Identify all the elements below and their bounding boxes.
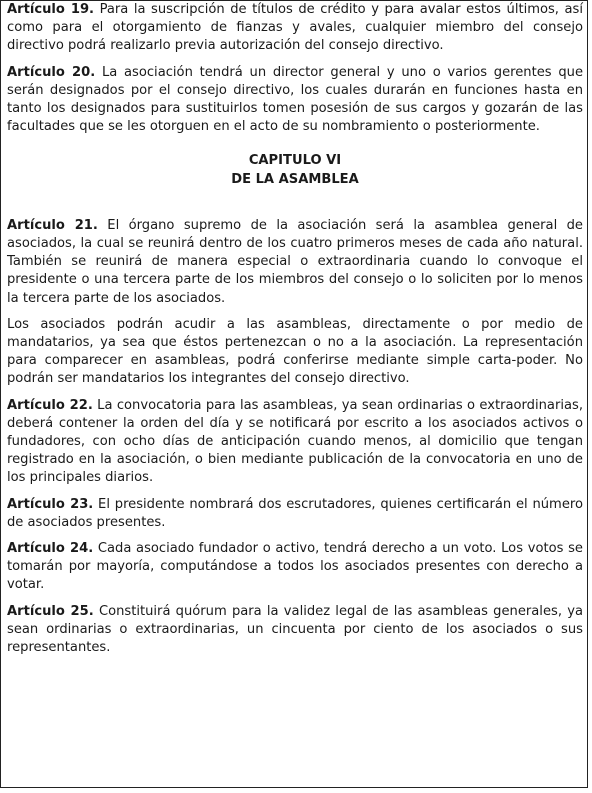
article-text: El presidente nombrará dos escrutadores, quienes certificarán el número de asociados presentes. (7, 496, 583, 530)
article-24 (7, 540, 583, 595)
article-label: Artículo 22. (7, 397, 93, 413)
article-label: Artículo 24. (7, 541, 94, 557)
chapter-heading (7, 152, 583, 188)
article-text: Los asociados podrán acudir a las asambleas, directamente o por medio de mandatarios, ya sea que éstos pertenezcan o no a la asociación. La representación para comparecer en asambleas, podrá conferirse mediante simple carta-poder. No podrán ser mandatarios los integrantes del consejo directivo. (7, 316, 583, 387)
article-25 (7, 603, 583, 658)
chapter-number: CAPITULO VI (248, 153, 342, 169)
articles-after (7, 217, 583, 657)
article-21 (7, 217, 583, 308)
article-label: Artículo 25. (7, 603, 94, 619)
article-text: La asociación tendrá un director general y uno o varios gerentes que serán designados por el consejo directivo, los cuales durarán en funciones hasta en tanto los designados para sustituirlos tomen posesión de sus cargos y gozarán de las facultades que se les otorguen en el acto de su nombramiento o posteriormente. (7, 64, 583, 135)
article-text: Constituirá quórum para la validez legal de las asambleas generales, ya sean ordinarias o extraordinarias, un cincuenta por ciento de los asociados o sus representantes. (7, 603, 583, 656)
article-text: Para la suscripción de títulos de crédito y para avalar estos últimos, así como para el otorgamiento de fianzas y avales, cualquier miembro del consejo directivo podrá realizarlo previa autorización del consejo directivo. (7, 2, 583, 54)
article-text: Cada asociado fundador o activo, tendrá derecho a un voto. Los votos se tomarán por mayoría, computándose a todos los asociados presentes con derecho a votar. (7, 541, 583, 593)
article-23 (7, 496, 583, 532)
articles-before (7, 1, 583, 136)
article-label: Artículo 19. (7, 2, 95, 17)
article-text: La convocatoria para las asambleas, ya sean ordinarias o extraordinarias, deberá contener la orden del día y se notificará por escrito a los asociados activos o fundadores, con ocho días de anticipación cuando menos, al domicilio que tengan registrado en la asociación, o bien mediante publicación de la convocatoria en uno de los principales diarios. (7, 397, 583, 486)
article-label: Artículo 23. (7, 496, 94, 512)
article-22 (7, 397, 583, 488)
article-19 (7, 1, 583, 56)
article-text: El órgano supremo de la asociación será la asamblea general de asociados, la cual se reunirá dentro de los cuatro primeros meses de cada año natural. También se reunirá de manera especial o extraordinaria cuando lo convoque el presidente o una tercera parte de los miembros del consejo o lo soliciten por lo menos la tercera parte de los asociados. (7, 217, 583, 306)
article-20 (7, 64, 583, 137)
article-21-paragraph-2 (7, 316, 583, 389)
chapter-title: DE LA ASAMBLEA (231, 171, 359, 187)
article-label: Artículo 20. (7, 64, 96, 80)
article-label: Artículo 21. (7, 217, 98, 233)
